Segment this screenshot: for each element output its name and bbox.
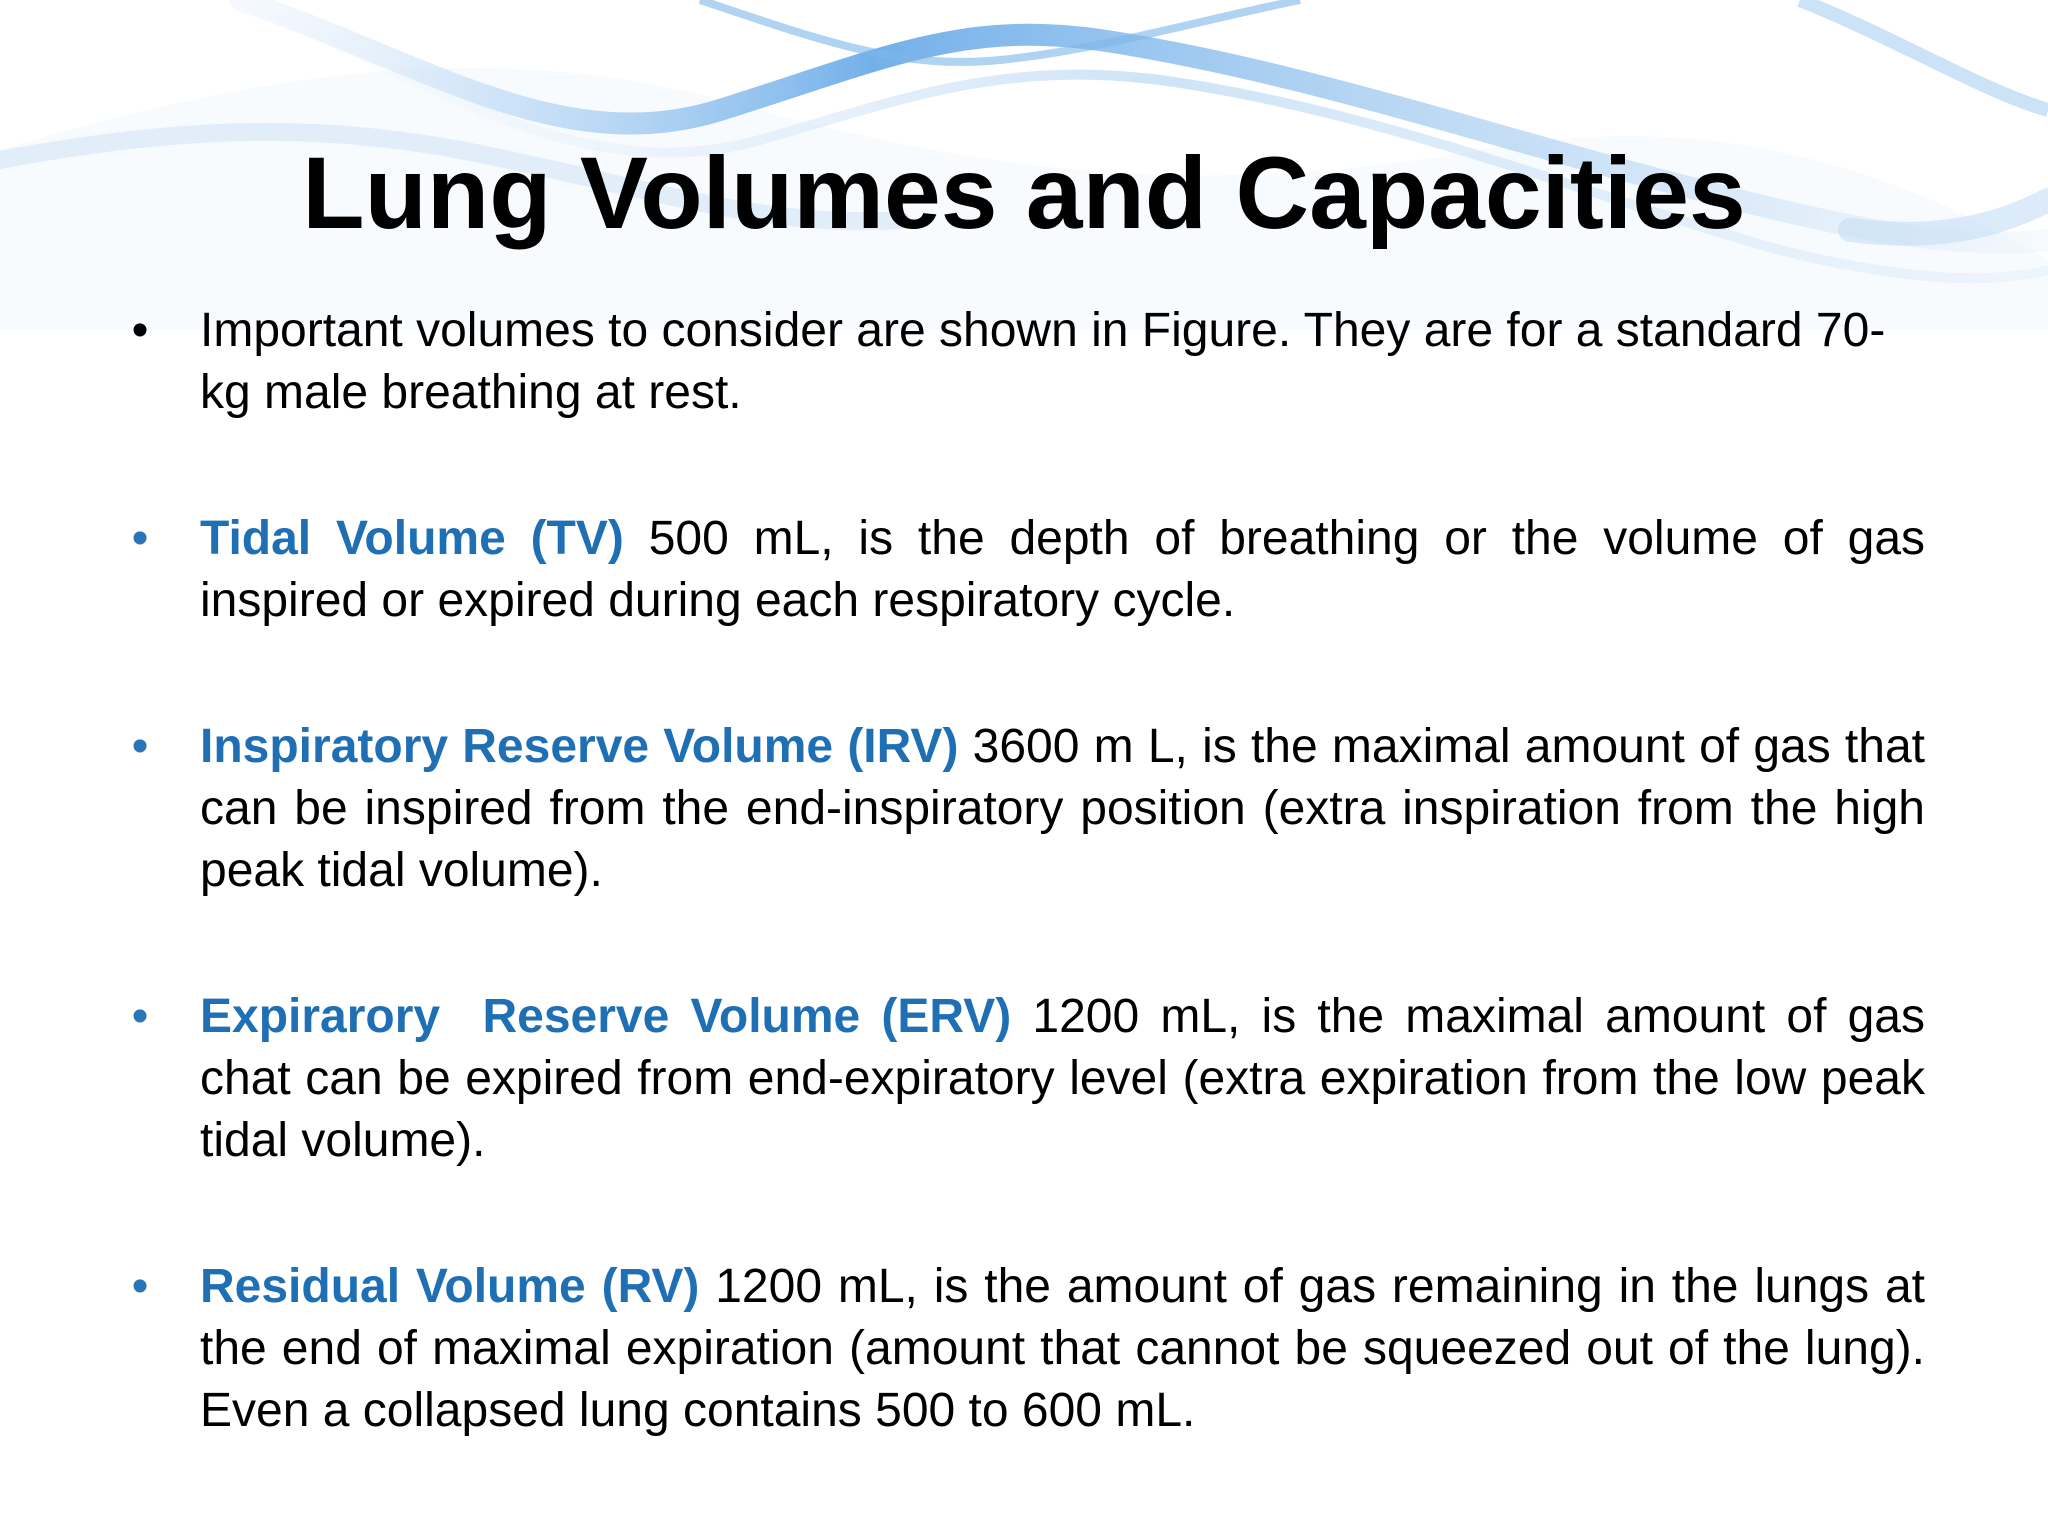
bullet-text: 500 mL, is the depth of breathing or the volume of gas inspired or expired during each respiratory cycle. (200, 512, 1926, 627)
bullet-term: Inspiratory Reserve Volume (IRV) (200, 720, 959, 773)
bullet-text: Important volumes to consider are shown in Figure. They are for a standard 70-kg male breathing at rest. (200, 304, 1886, 419)
bullet-dot-icon: • (131, 720, 149, 773)
bullet-text: 3600 m L, is the maximal amount of gas that can be inspired from the end-inspiratory position (extra inspiration from the high peak tidal volume). (200, 720, 1925, 897)
bullet-term: Tidal Volume (TV) (200, 512, 624, 565)
bullet-dot-icon: • (131, 990, 149, 1043)
bullet-dot-icon: • (131, 512, 149, 565)
bullet-term: Residual Volume (RV) (200, 1260, 700, 1313)
bullet-dot-icon: • (131, 1260, 149, 1313)
bullet-item-inspiratory-reserve-volume (120, 716, 1925, 902)
bullet-text: 1200 mL, is the maximal amount of gas chat can be expired from end-expiratory level (extra expiration from the low peak tidal volume). (200, 990, 1925, 1167)
bullet-item-expiratory-reserve-volume (120, 986, 1925, 1172)
bullet-dot-icon: • (131, 304, 149, 357)
slide-title: Lung Volumes and Capacities (302, 136, 1746, 250)
bullet-item-tidal-volume (120, 508, 1925, 632)
bullet-term: Expirarory Reserve Volume (ERV) (200, 990, 1012, 1043)
bullet-item-intro (120, 300, 1925, 424)
bullet-text: 1200 mL, is the amount of gas remaining in the lungs at the end of maximal expiration (amount that cannot be squeezed out of the lung). Even a collapsed lung contains 500 to 600 mL. (200, 1260, 1925, 1437)
bullet-item-residual-volume (120, 1256, 1925, 1442)
bullet-list (120, 300, 1925, 1526)
